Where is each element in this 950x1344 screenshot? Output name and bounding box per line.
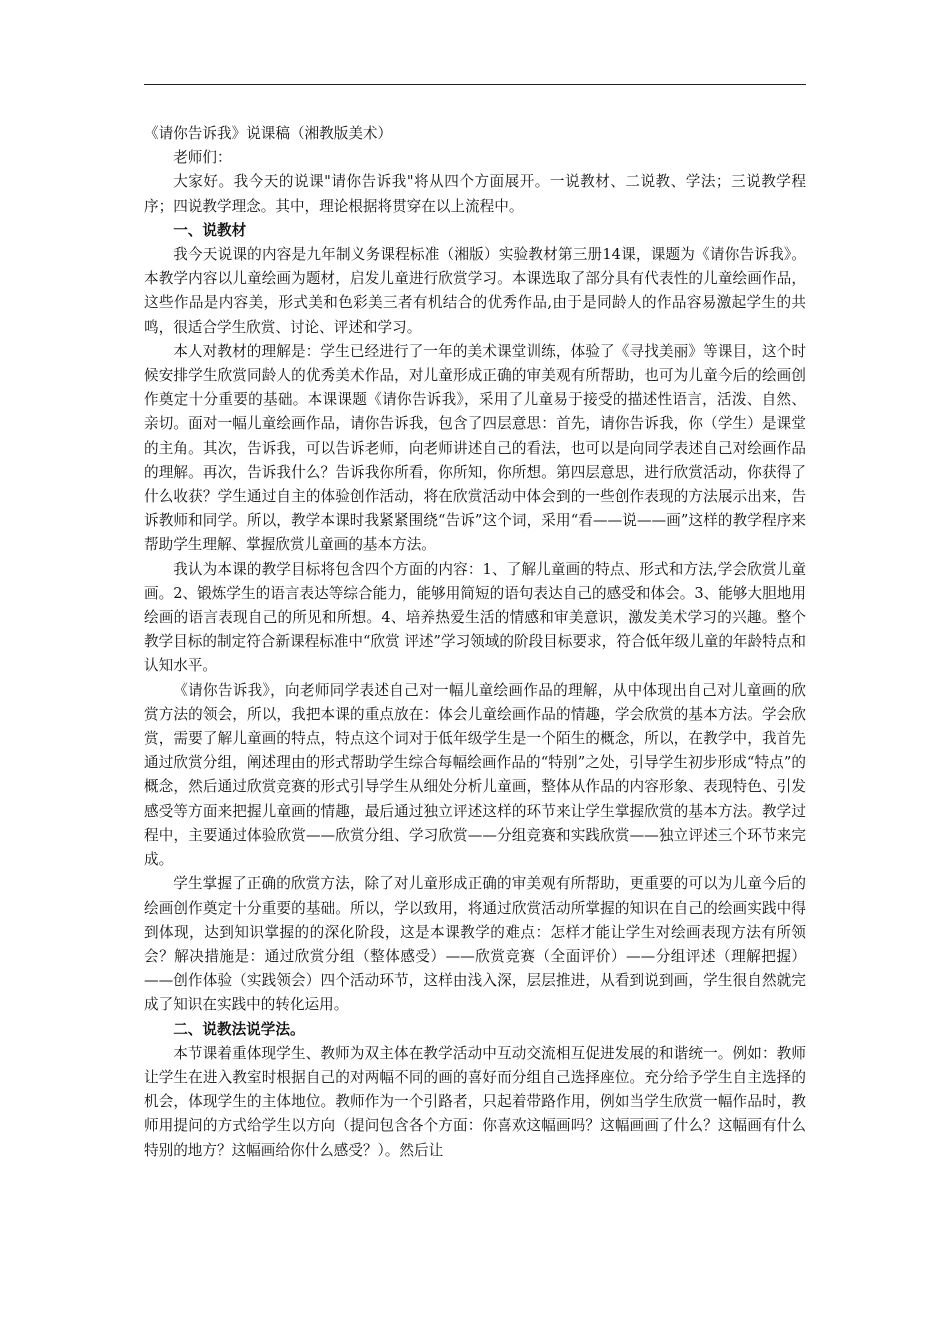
document-title: 《请你告诉我》说课稿（湘教版美术） [144,125,393,142]
salutation: 老师们： [173,149,232,167]
section-heading-methods: 二、说教法说学法。 [173,1020,305,1038]
paragraph-methods: 本节课着重体现学生、教师为双主体在教学活动中互动交流相互促进发展的和谐统一。例如：教师让学生在进入教室时根据自己的对两幅不同的画的喜好而分组自己选择座位。充分给予学生自主选择的机会，体现学生的主体地位。教师作为一个引路者，只起着带路作用，例如当学生欣赏一幅作品时，教师用提问的方式给学生以方向（提问包含各个方面：你喜欢这幅画吗？这幅画画了什么？这幅画有什么特别的地方？这幅画给你什么感受？）。然后让 [144,1044,806,1159]
header-rule [144,84,806,85]
document-body [144,122,806,1163]
paragraph-textbook-content: 我今天说课的内容是九年制义务课程标准（湘版）实验教材第三册14课，课题为《请你告诉我》。本教学内容以儿童绘画为题材，启发儿童进行欣赏学习。本课选取了部分具有代表性的儿童绘画作品，这些作品是内容美，形式美和色彩美三者有机结合的优秀作品,由于是同龄人的作品容易激起学生的共鸣，很适合学生欣赏、讨论、评述和学习。 [144,246,806,336]
paragraph-teaching-goals: 我认为本课的教学目标将包含四个方面的内容：1、了解儿童画的特点、形式和方法,学会欣赏儿童画。2、锻炼学生的语言表达等综合能力，能够用简短的语句表达自己的感受和体会。3、能够大胆地用绘画的语言表现自己的所见和所想。4、培养热爱生活的情感和审美意识，激发美术学习的兴趣。整个教学目标的制定符合新课程标准中“欣赏 评述”学习领域的阶段目标要求，符合低年级儿童的年龄特点和认知水平。 [144,560,806,675]
paragraph-intro: 大家好。我今天的说课"请你告诉我"将从四个方面展开。一说教材、二说教、学法；三说教学程序；四说教学理念。其中，理论根据将贯穿在以上流程中。 [144,173,806,215]
paragraph-difficult-points: 学生掌握了正确的欣赏方法，除了对儿童形成正确的审美观有所帮助，更重要的可以为儿童今后的绘画创作奠定十分重要的基础。所以，学以致用，将通过欣赏活动所掌握的知识在自己的绘画实践中得到体现，达到知识掌握的的深化阶段，这是本课教学的难点：怎样才能让学生对绘画表现方法有所领会？解决措施是：通过欣赏分组（整体感受）——欣赏竞赛（全面评价）——分组评述（理解把握）——创作体验（实践领会）四个活动环节，这样由浅入深，层层推进，从看到说到画，学生很自然就完成了知识在实践中的转化运用。 [144,875,806,1014]
paragraph-key-points: 《请你告诉我》，向老师同学表述自己对一幅儿童绘画作品的理解，从中体现出自己对儿童画的欣赏方法的领会，所以，我把本课的重点放在：体会儿童绘画作品的情趣，学会欣赏的基本方法。学会欣赏，需要了解儿童画的特点，特点这个词对于低年级学生是一个陌生的概念，所以，在教学中，我首先通过欣赏分组，阐述理由的形式帮助学生综合每幅绘画作品的“特别”之处，引导学生初步形成“特点”的概念，然后通过欣赏竞赛的形式引导学生从细处分析儿童画，整体从作品的内容形象、表现特色、引发感受等方面来把握儿童画的情趣，最后通过独立评述这样的环节来让学生掌握欣赏的基本方法。教学过程中，主要通过体验欣赏——欣赏分组、学习欣赏——分组竞赛和实践欣赏——独立评述三个环节来完成。 [144,681,806,869]
section-heading-textbook: 一、说教材 [173,221,247,239]
paragraph-textbook-understanding: 本人对教材的理解是：学生已经进行了一年的美术课堂训练，体验了《寻找美丽》等课目，这个时候安排学生欣赏同龄人的优秀美术作品，对儿童形成正确的审美观有所帮助，也可为儿童今后的绘画创作奠定十分重要的基础。本课课题《请你告诉我》，采用了儿童易于接受的描述性语言，活泼、自然、亲切。面对一幅儿童绘画作品，请你告诉我，包含了四层意思：首先，请你告诉我，你（学生）是课堂的主角。其次，告诉我，可以告诉老师，向老师讲述自己的看法，也可以是向同学表述自己对绘画作品的理解。再次，告诉我什么？告诉我你所看，你所知，你所想。第四层意思，进行欣赏活动，你获得了什么收获？学生通过自主的体验创作活动，将在欣赏活动中体会到的一些创作表现的方法展示出来，告诉教师和同学。所以，教学本课时我紧紧围绕“告诉”这个词，采用“看——说——画”这样的教学程序来帮助学生理解、掌握欣赏儿童画的基本方法。 [144,342,806,554]
